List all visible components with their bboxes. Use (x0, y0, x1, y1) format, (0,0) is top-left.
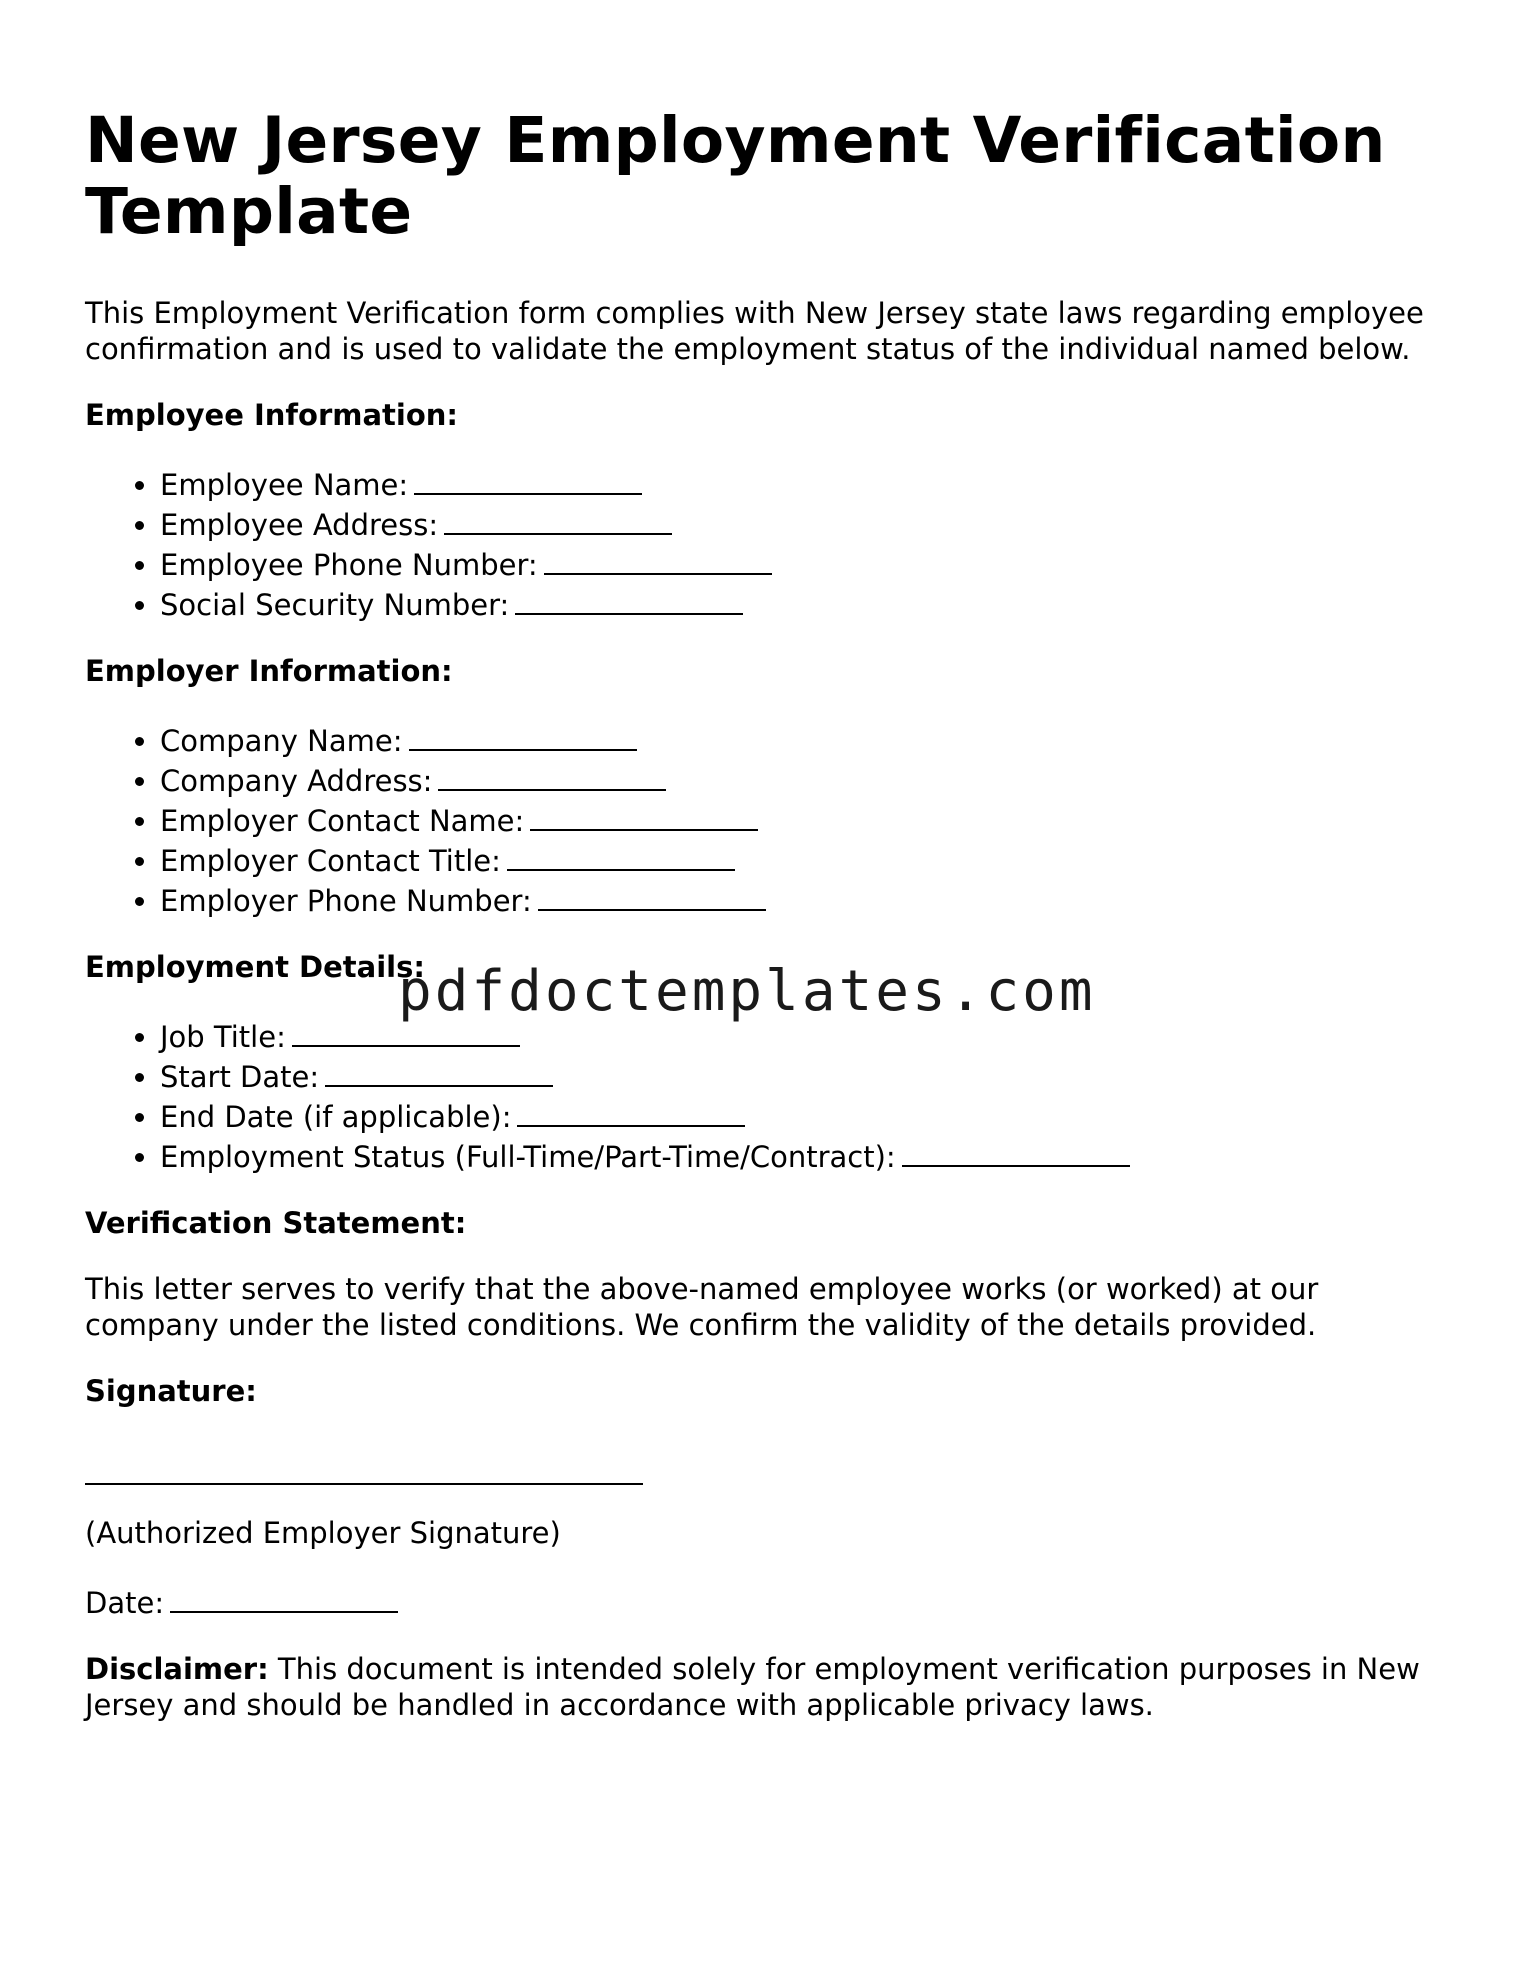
field-label: Job Title: (160, 1020, 286, 1054)
field-label: Company Name: (160, 724, 403, 758)
employment-details-list (85, 1015, 1445, 1175)
signature-line-row (85, 1449, 1445, 1485)
list-item (160, 463, 1445, 503)
blank-line (414, 463, 642, 495)
field-label: Employment Status (Full-Time/Part-Time/Contract): (160, 1140, 896, 1174)
employer-info-list (85, 719, 1445, 919)
field-label: Employer Contact Title: (160, 844, 501, 878)
list-item (160, 1055, 1445, 1095)
list-item (160, 1015, 1445, 1055)
field-label: Company Address: (160, 764, 433, 798)
employee-info-list (85, 463, 1445, 623)
blank-line (409, 719, 637, 751)
blank-line (517, 1095, 745, 1127)
list-item (160, 543, 1445, 583)
field-label: Social Security Number: (160, 588, 510, 622)
blank-line (530, 799, 758, 831)
blank-line (325, 1055, 553, 1087)
blank-line (544, 543, 772, 575)
list-item (160, 799, 1445, 839)
blank-line (902, 1135, 1130, 1167)
blank-line (507, 839, 735, 871)
date-label: Date: (85, 1586, 165, 1620)
list-item (160, 719, 1445, 759)
blank-line (438, 759, 666, 791)
blank-line (292, 1015, 520, 1047)
date-blank-line (170, 1581, 398, 1613)
blank-line (538, 879, 766, 911)
signature-line (85, 1449, 643, 1485)
field-label: Employee Phone Number: (160, 548, 538, 582)
verification-text: This letter serves to verify that the above-named employee works (or worked) at our company under the listed conditions. We confirm the validity of the details provided. (85, 1272, 1319, 1342)
page-title: New Jersey Employment Verification Template (85, 104, 1386, 248)
watermark-text: pdfdoctemplates.com (398, 959, 1096, 1024)
employment-details-heading: Employment Details: (85, 950, 425, 984)
field-label: Employee Address: (160, 508, 439, 542)
list-item (160, 839, 1445, 879)
list-item (160, 583, 1445, 623)
intro-paragraph: This Employment Verification form complies with New Jersey state laws regarding employee confirmation and is used to validate the employment status of the individual named below. (85, 296, 1424, 366)
signature-heading: Signature: (85, 1374, 257, 1408)
field-label: Employer Phone Number: (160, 884, 532, 918)
disclaimer-paragraph (85, 1651, 1445, 1723)
disclaimer-text: This document is intended solely for employment verification purposes in New Jersey and should be handled in accordance with applicable privacy laws. (85, 1652, 1420, 1722)
signature-caption: (Authorized Employer Signature) (85, 1516, 561, 1550)
field-label: Employee Name: (160, 468, 409, 502)
list-item (160, 503, 1445, 543)
document-page (85, 105, 1445, 1723)
field-label: Start Date: (160, 1060, 320, 1094)
field-label: End Date (if applicable): (160, 1100, 512, 1134)
blank-line (444, 503, 672, 535)
field-label: Employer Contact Name: (160, 804, 525, 838)
employee-info-heading: Employee Information: (85, 398, 459, 432)
disclaimer-label: Disclaimer: (85, 1652, 269, 1686)
date-row (85, 1581, 1445, 1621)
list-item (160, 1095, 1445, 1135)
employer-info-heading: Employer Information: (85, 654, 453, 688)
list-item (160, 759, 1445, 799)
list-item (160, 1135, 1445, 1175)
verification-heading: Verification Statement: (85, 1206, 467, 1240)
blank-line (515, 583, 743, 615)
list-item (160, 879, 1445, 919)
